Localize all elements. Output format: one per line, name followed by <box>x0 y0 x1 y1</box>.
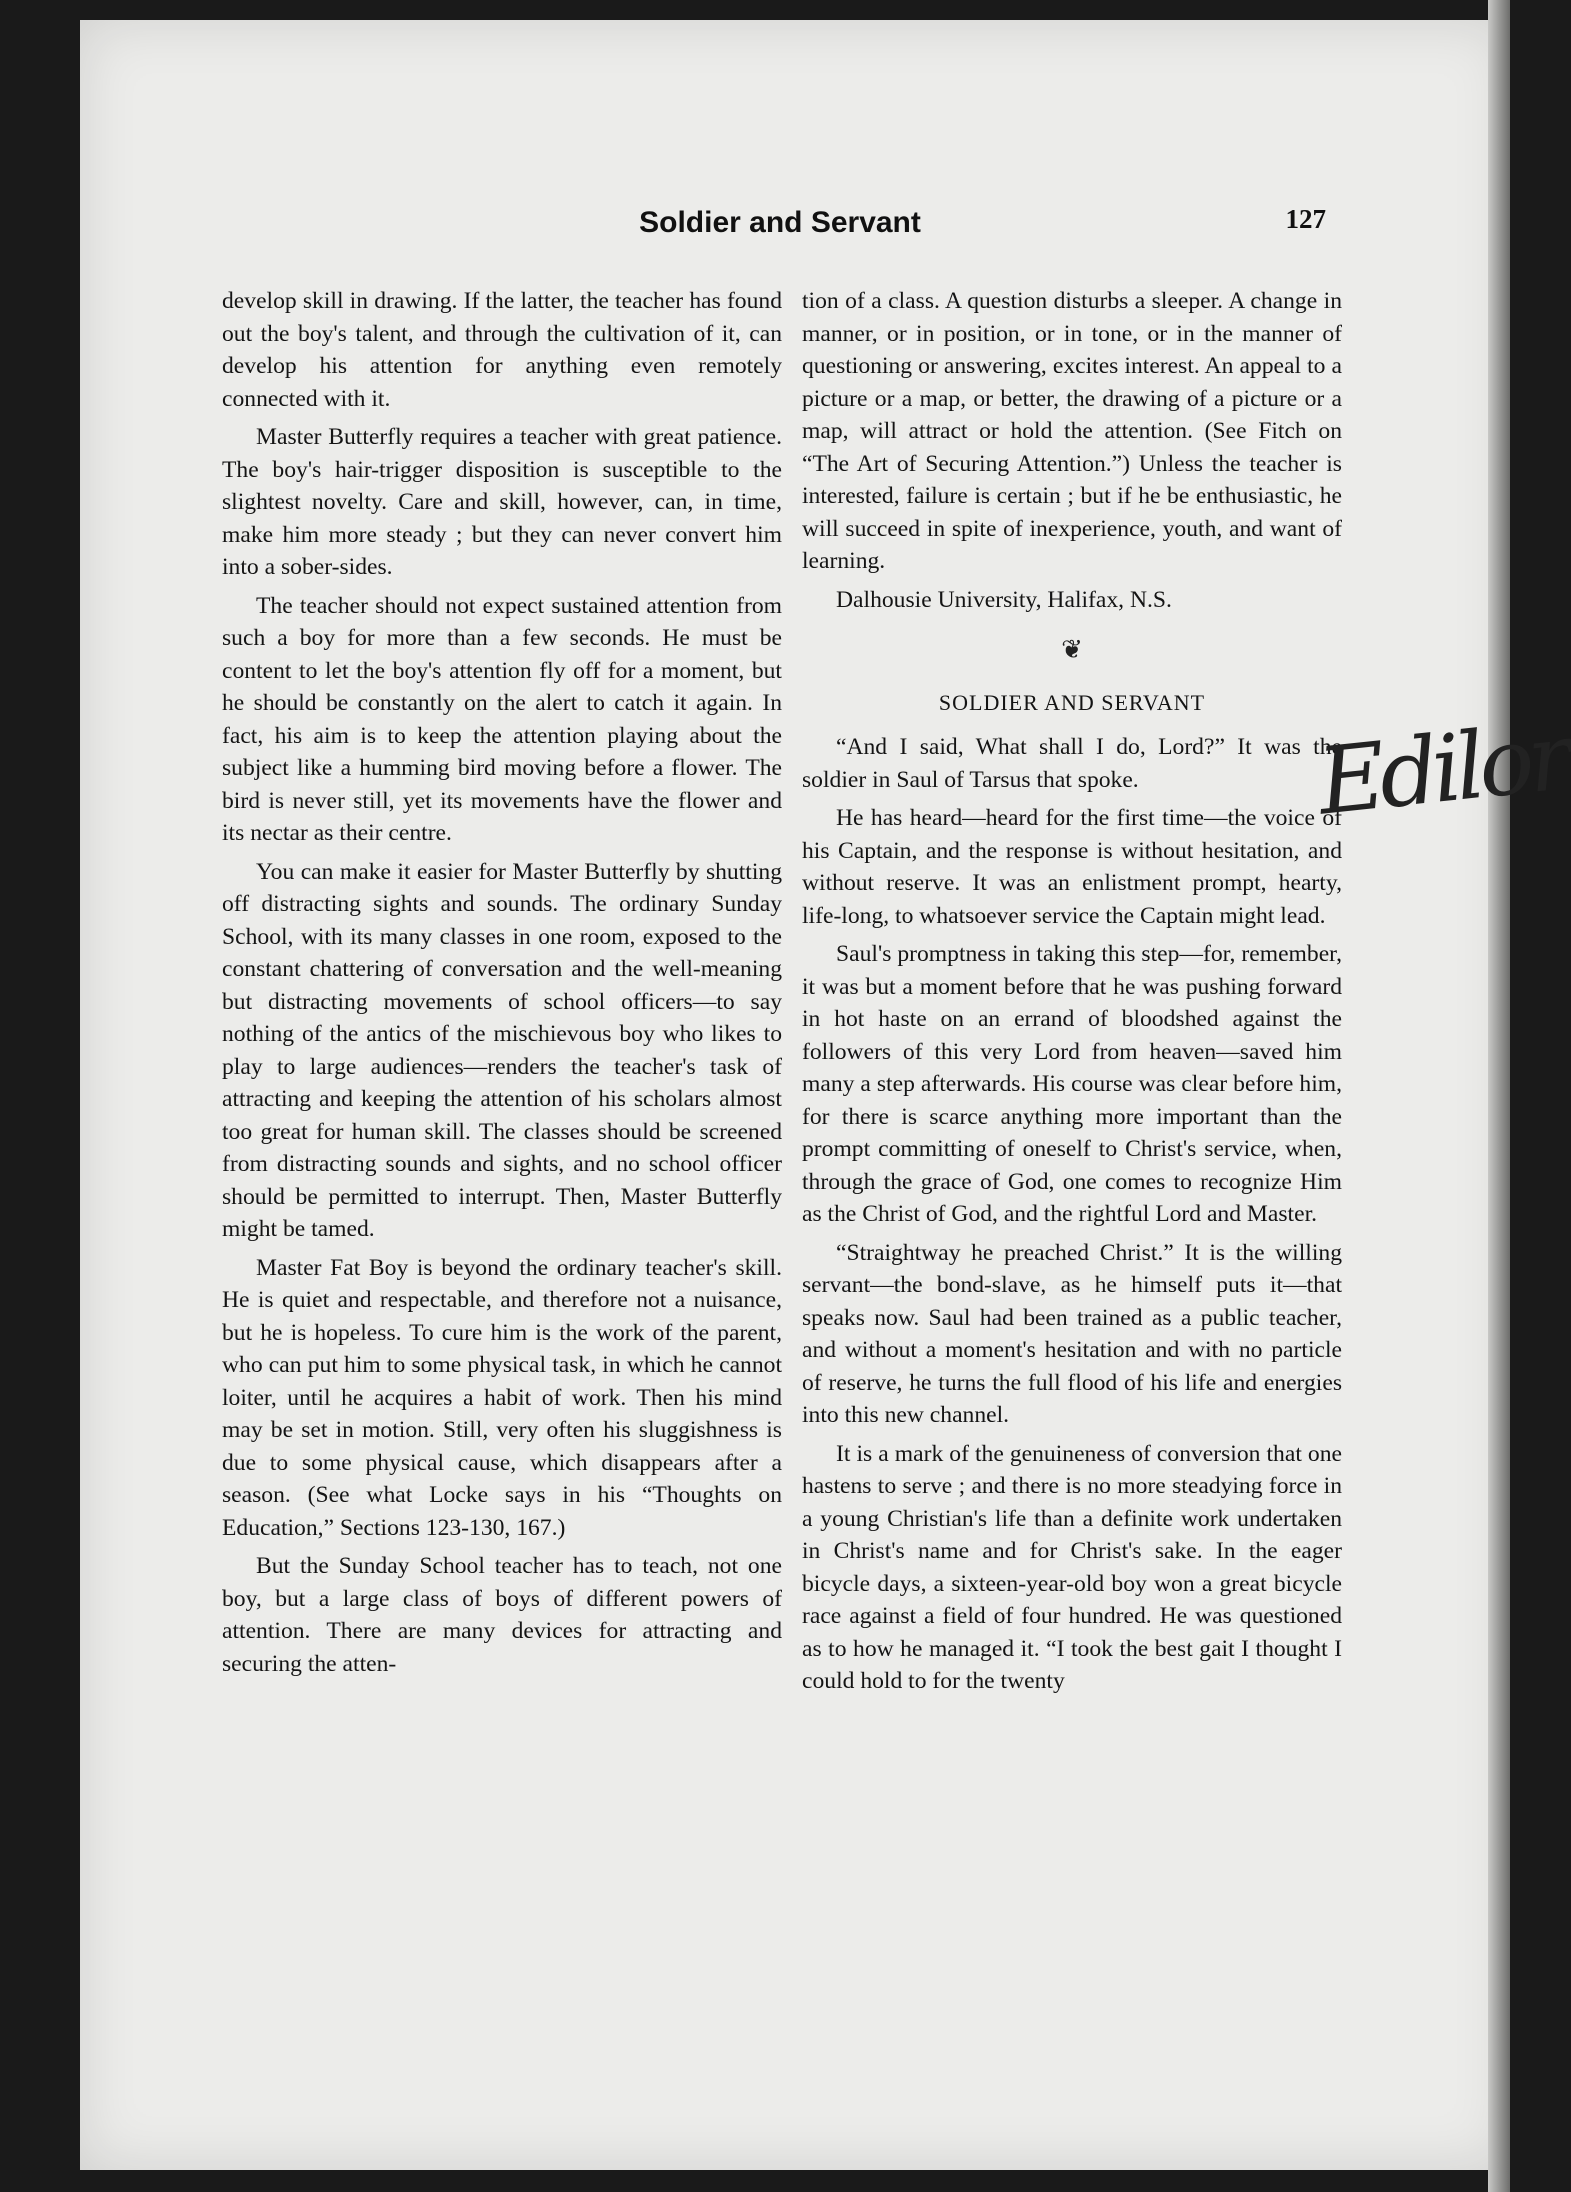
page-edge <box>1488 0 1510 2192</box>
paragraph: It is a mark of the genuineness of conversion that one hastens to serve ; and there is no more steadying force in a young Christian's life than a definite work undertaken in Christ's name and for Christ's sake. In the eager bicycle days, a sixteen-year-old boy won a great bicycle race against a field of four hundred. He was questioned as to how he managed it. “I took the best gait I thought I could hold to for the twenty <box>802 1440 1342 1694</box>
right-column <box>802 285 1342 1704</box>
paragraph: “Straightway he preached Christ.” It is the willing servant—the bond-slave, as he himself puts it—that speaks now. Saul had been trained as a public teacher, and without a moment's hesitation and with no particle of reserve, he turns the full flood of his life and energies into this new channel. <box>802 1239 1342 1428</box>
paragraph-continuation: tion of a class. A question disturbs a sleeper. A change in manner, or in position, or in tone, or in the manner of questioning or answering, excites interest. An appeal to a picture or a map, or better, the drawing of a picture or a map, will attract or hold the attention. (See Fitch on “The Art of Securing Attention.”) Unless the teacher is interested, failure is certain ; but if he be enthusiastic, he will succeed in spite of inexperience, youth, and want of learning. <box>802 288 1342 574</box>
author-affiliation: Dalhousie University, Halifax, N.S. <box>836 586 1172 613</box>
paragraph: The teacher should not expect sustained attention from such a boy for more than a few seconds. He must be content to let the boy's attention fly off for a moment, but he should be constantly on the alert to catch it again. In fact, his aim is to keep the attention playing about the subject like a humming bird moving before a flower. The bird is never still, yet its movements have the flower and its nectar as their centre. <box>222 592 782 846</box>
page-header <box>220 206 1340 250</box>
paragraph: He has heard—heard for the first time—the voice of his Captain, and the response is without hesitation, and without reserve. It was an enlistment prompt, hearty, life-long, to whatsoever service the Captain might lead. <box>802 805 1342 929</box>
paragraph: develop skill in drawing. If the latter, the teacher has found out the boy's talent, and through the cultivation of it, can develop his attention for anything even remotely connected with it. <box>222 288 782 412</box>
paragraph: “And I said, What shall I do, Lord?” It was the soldier in Saul of Tarsus that spoke. <box>802 734 1342 793</box>
running-title: Soldier and Servant <box>639 206 921 239</box>
paragraph: Saul's promptness in taking this step—for, remember, it was but a moment before that he was pushing forward in hot haste on an errand of bloodshed against the followers of this very Lord from heaven—saved him many a step afterwards. His course was clear before him, for there is scarce anything more important than the prompt committing of oneself to Christ's service, when, through the grace of God, one comes to recognize Him as the Christ of God, and the rightful Lord and Master. <box>802 941 1342 1227</box>
handwritten-margin-note: Edilor <box>1313 703 1571 836</box>
page-number: 127 <box>1285 204 1326 234</box>
paragraph: Master Fat Boy is beyond the ordinary teacher's skill. He is quiet and respectable, and therefore not a nuisance, but he is hopeless. To cure him is the work of the parent, who can put him to some physical task, in which he cannot loiter, until he acquires a habit of work. Then his mind may be set in motion. Still, very often his sluggishness is due to some physical cause, which disappears after a season. (See what Locke says in his “Thoughts on Education,” Sections 123-130, 167.) <box>222 1254 782 1541</box>
paragraph: You can make it easier for Master Butterfly by shutting off distracting sights and sounds. The ordinary Sunday School, with its many classes in one room, exposed to the constant chattering of conversation and the well-meaning but distracting movements of school officers—to say nothing of the antics of the mischievous boy who likes to play to large audiences—renders the teacher's task of attracting and keeping the attention of his scholars almost too great for human skill. The classes should be screened from distracting sounds and sights, and no school officer should be permitted to interrupt. Then, Master Butterfly might be tamed. <box>222 858 782 1242</box>
paragraph: But the Sunday School teacher has to teach, not one boy, but a large class of boys of different powers of attention. There are many devices for attracting and securing the atten- <box>222 1553 782 1677</box>
ornament-icon: ❦ <box>1061 635 1083 664</box>
section-heading: SOLDIER AND SERVANT <box>938 689 1206 715</box>
left-column <box>222 285 782 1686</box>
paragraph: Master Butterfly requires a teacher with great patience. The boy's hair-trigger disposition is susceptible to the slightest novelty. Care and skill, however, can, in time, make him more steady ; but they can never convert him into a sober-sides. <box>222 424 782 580</box>
